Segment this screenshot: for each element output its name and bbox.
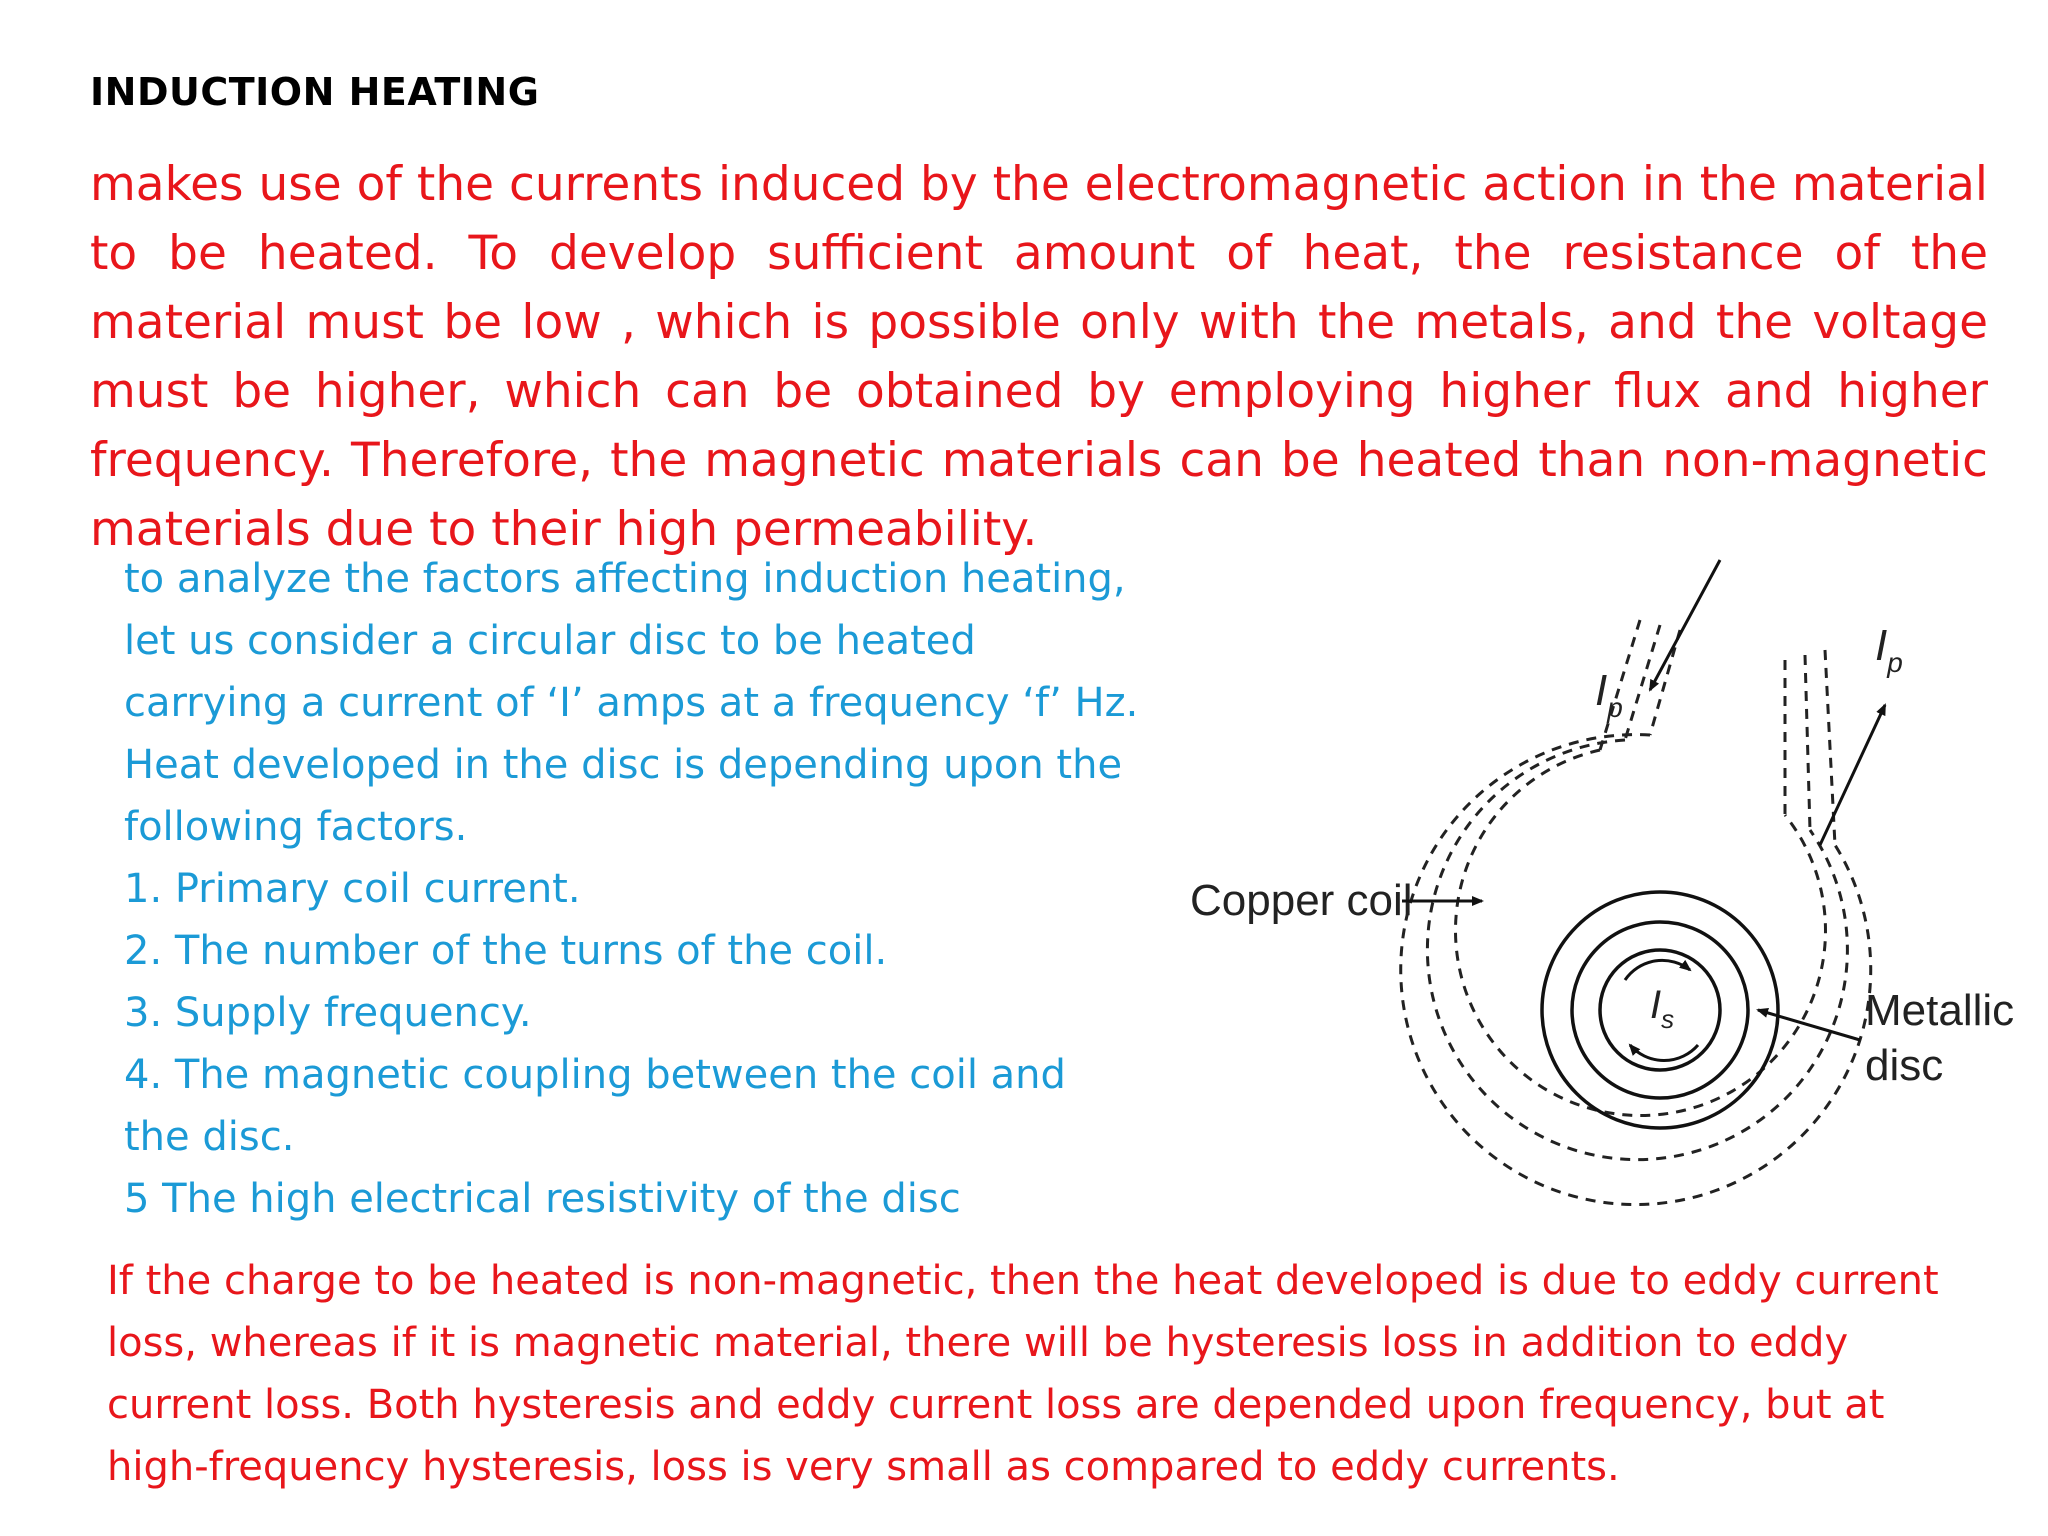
factor-list bbox=[124, 858, 1184, 1230]
factor-item: 3. Supply frequency. bbox=[124, 990, 532, 1036]
metallic-disc-label: Metallic bbox=[1865, 986, 2015, 1035]
induction-diagram bbox=[1170, 540, 2030, 1240]
ip-left-label: $I_p$ bbox=[1595, 666, 1623, 723]
factor-item: 2. The number of the turns of the coil. bbox=[124, 928, 888, 974]
factors-intro-line: Heat developed in the disc is depending upon the bbox=[124, 742, 1123, 788]
factors-intro-line: following factors. bbox=[124, 804, 468, 850]
factors-intro-line: let us consider a circular disc to be heated bbox=[124, 618, 976, 664]
factor-item: 5 The high electrical resistivity of the disc bbox=[124, 1176, 961, 1222]
copper-coil-label: Copper coil bbox=[1190, 876, 1413, 925]
ip-left-arrow bbox=[1650, 560, 1720, 690]
factor-item: 4. The magnetic coupling between the coil and bbox=[124, 1052, 1066, 1098]
factors-intro-line: carrying a current of ‘I’ amps at a frequency ‘f’ Hz. bbox=[124, 680, 1139, 726]
metallic-disc-pointer bbox=[1758, 1010, 1860, 1040]
factor-item: the disc. bbox=[124, 1114, 295, 1160]
is-label: $I_s$ bbox=[1650, 983, 1675, 1034]
coil-lead-lines bbox=[1600, 620, 1835, 845]
factors-intro-line: to analyze the factors affecting induction heating, bbox=[124, 556, 1126, 602]
ip-right-label: $I_p$ bbox=[1875, 621, 1903, 678]
page-title: INDUCTION HEATING bbox=[90, 70, 540, 114]
factor-item: 1. Primary coil current. bbox=[124, 866, 581, 912]
factors-block bbox=[124, 548, 1184, 1230]
metallic-disc-label: disc bbox=[1865, 1041, 1944, 1090]
closing-paragraph: If the charge to be heated is non-magnetic, then the heat developed is due to eddy current loss, whereas if it is magnetic material, there will be hysteresis loss in addition to eddy current loss. Both hysteresis and eddy current loss are depended upon frequency, but at high-frequency hysteresis, loss is very small as compared to eddy currents. bbox=[107, 1258, 1939, 1490]
intro-paragraph: makes use of the currents induced by the electromagnetic action in the material to be heated. To develop sufficient amount of heat, the resistance of the material must be low , which is possible only with the metals, and the voltage must be higher, which can be obtained by employing higher flux and higher frequency. Therefore, the magnetic materials can be heated than non-magnetic materials due to their high permeability. bbox=[90, 157, 1988, 557]
